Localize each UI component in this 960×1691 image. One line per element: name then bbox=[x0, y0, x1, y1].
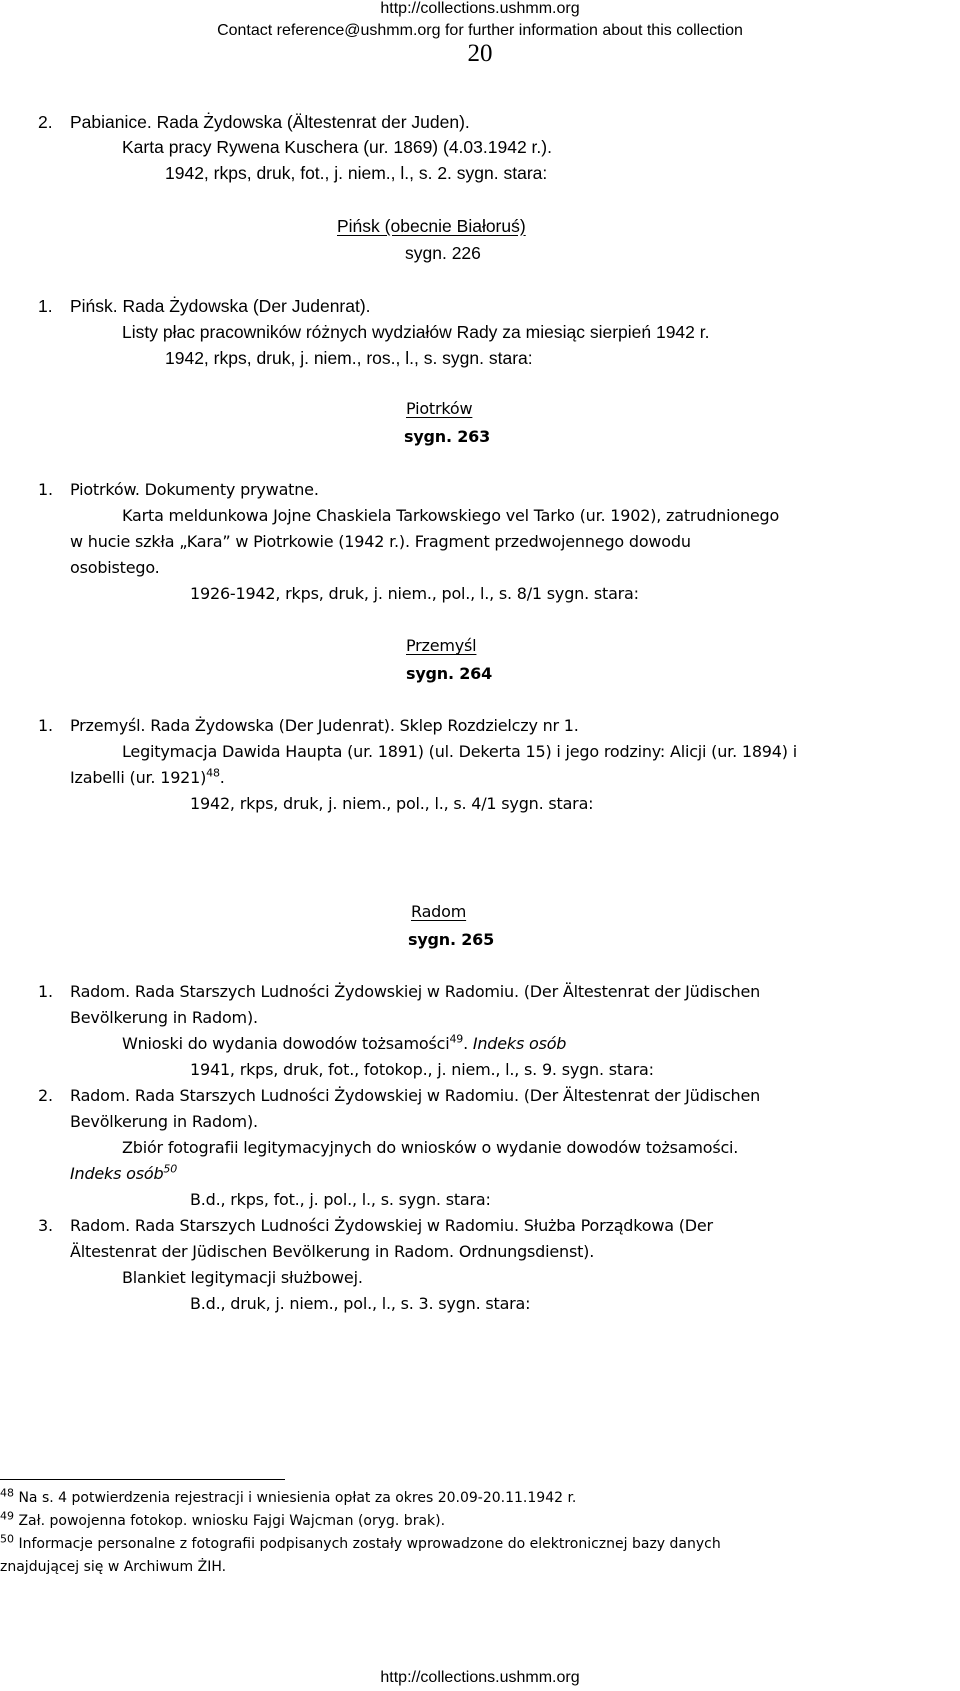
section-heading: Przemyśl bbox=[406, 636, 477, 655]
footnote-text: Zał. powojenna fotokop. wniosku Fajgi Wajcman (oryg. brak). bbox=[18, 1513, 446, 1529]
entry-details: 1941, rkps, druk, fot., fotokop., j. niem., l., s. 9. sygn. stara: bbox=[190, 1060, 654, 1079]
entry-description: Zbiór fotografii legitymacyjnych do wniosków o wydanie dowodów tożsamości. bbox=[122, 1138, 739, 1157]
entry-description: Karta meldunkowa Jojne Chaskiela Tarkowskiego vel Tarko (ur. 1902), zatrudnionego bbox=[122, 506, 780, 525]
entry-title-cont: Bevölkerung in Radom). bbox=[70, 1008, 258, 1027]
entry-description bbox=[122, 1034, 566, 1053]
entry-index bbox=[70, 1164, 177, 1183]
footnote-text: Na s. 4 potwierdzenia rejestracji i wniesienia opłat za okres 20.09-20.11.1942 r. bbox=[18, 1490, 577, 1506]
entry-details: 1942, rkps, druk, j. niem., pol., l., s. 4/1 sygn. stara: bbox=[190, 794, 594, 813]
entry-description-cont bbox=[70, 768, 225, 787]
index-label: Indeks osób bbox=[70, 1164, 164, 1183]
entry-number: 2. bbox=[38, 112, 53, 132]
entry-number: 1. bbox=[38, 982, 53, 1001]
entry-title: Przemyśl. Rada Żydowska (Der Judenrat). Sklep Rozdzielczy nr 1. bbox=[70, 716, 579, 735]
entry-number: 1. bbox=[38, 480, 53, 499]
entry-description: Karta pracy Rywena Kuschera (ur. 1869) (4.03.1942 r.). bbox=[122, 137, 552, 157]
footer-url: http://collections.ushmm.org bbox=[380, 1669, 580, 1686]
page-number: 20 bbox=[467, 40, 493, 67]
entry-title: Radom. Rada Starszych Ludności Żydowskiej w Radomiu. (Der Ältestenrat der Jüdischen bbox=[70, 1086, 761, 1105]
entry-details: B.d., rkps, fot., j. pol., l., s. sygn. stara: bbox=[190, 1190, 491, 1209]
entry-title: Piotrków. Dokumenty prywatne. bbox=[70, 480, 319, 499]
section-sygn: sygn. 226 bbox=[405, 243, 481, 263]
section-heading: Pińsk (obecnie Białoruś) bbox=[337, 216, 526, 236]
entry-description: Listy płac pracowników różnych wydziałów Rady za miesiąc sierpień 1942 r. bbox=[122, 322, 710, 342]
entry-title: Radom. Rada Starszych Ludności Żydowskiej w Radomiu. Służba Porządkowa (Der bbox=[70, 1216, 713, 1235]
entry-title: Pabianice. Rada Żydowska (Ältestenrat der Juden). bbox=[70, 112, 470, 132]
footnote-48 bbox=[0, 1486, 577, 1506]
section-sygn: sygn. 265 bbox=[408, 930, 495, 949]
entry-title: Pińsk. Rada Żydowska (Der Judenrat). bbox=[70, 296, 371, 316]
footnote-number: 48 bbox=[0, 1486, 14, 1500]
entry-number: 3. bbox=[38, 1216, 53, 1235]
entry-number: 1. bbox=[38, 716, 53, 735]
footnote-50-cont: znajdującej się w Archiwum ŻIH. bbox=[0, 1559, 227, 1575]
footnote-49 bbox=[0, 1509, 446, 1529]
entry-details: B.d., druk, j. niem., pol., l., s. 3. sygn. stara: bbox=[190, 1294, 531, 1313]
footnote-ref-50: 50 bbox=[163, 1162, 178, 1176]
index-label: Indeks osób bbox=[472, 1034, 567, 1053]
footnote-50 bbox=[0, 1532, 721, 1552]
section-heading: Radom bbox=[411, 902, 467, 921]
entry-title-cont: Bevölkerung in Radom). bbox=[70, 1112, 258, 1131]
footnote-text: Informacje personalne z fotografii podpisanych zostały wprowadzone do elektronicznej bazy danych bbox=[18, 1536, 721, 1552]
section-sygn: sygn. 264 bbox=[406, 664, 493, 683]
footnote-number: 50 bbox=[0, 1532, 14, 1546]
entry-details: 1926-1942, rkps, druk, j. niem., pol., l., s. 8/1 sygn. stara: bbox=[190, 584, 639, 603]
entry-details: 1942, rkps, druk, j. niem., ros., l., s. sygn. stara: bbox=[165, 348, 533, 368]
entry-description: Legitymacja Dawida Haupta (ur. 1891) (ul. Dekerta 15) i jego rodziny: Alicji (ur. 1894) i bbox=[122, 742, 797, 761]
text: Wnioski do wydania dowodów tożsamości bbox=[122, 1034, 450, 1053]
text: Izabelli (ur. 1921) bbox=[70, 768, 207, 787]
text: . bbox=[219, 768, 225, 787]
entry-description-cont: osobistego. bbox=[70, 558, 160, 577]
header-contact: Contact reference@ushmm.org for further information about this collection bbox=[217, 22, 743, 39]
entry-title: Radom. Rada Starszych Ludności Żydowskiej w Radomiu. (Der Ältestenrat der Jüdischen bbox=[70, 982, 761, 1001]
footnote-number: 49 bbox=[0, 1509, 14, 1523]
text: . bbox=[463, 1034, 473, 1053]
footnote-divider bbox=[0, 1479, 285, 1480]
footnote-ref-49: 49 bbox=[449, 1032, 464, 1046]
section-heading: Piotrków bbox=[406, 399, 473, 418]
entry-title-cont: Ältestenrat der Jüdischen Bevölkerung in Radom. Ordnungsdienst). bbox=[70, 1242, 595, 1261]
entry-number: 2. bbox=[38, 1086, 53, 1105]
section-sygn: sygn. 263 bbox=[404, 427, 491, 446]
entry-description-cont: w hucie szkła „Kara” w Piotrkowie (1942 r.). Fragment przedwojennego dowodu bbox=[70, 532, 691, 551]
entry-number: 1. bbox=[38, 296, 53, 316]
entry-details: 1942, rkps, druk, fot., j. niem., l., s. 2. sygn. stara: bbox=[165, 163, 548, 183]
header-url: http://collections.ushmm.org bbox=[380, 0, 580, 17]
entry-description: Blankiet legitymacji służbowej. bbox=[122, 1268, 363, 1287]
footnote-ref-48: 48 bbox=[206, 766, 220, 780]
